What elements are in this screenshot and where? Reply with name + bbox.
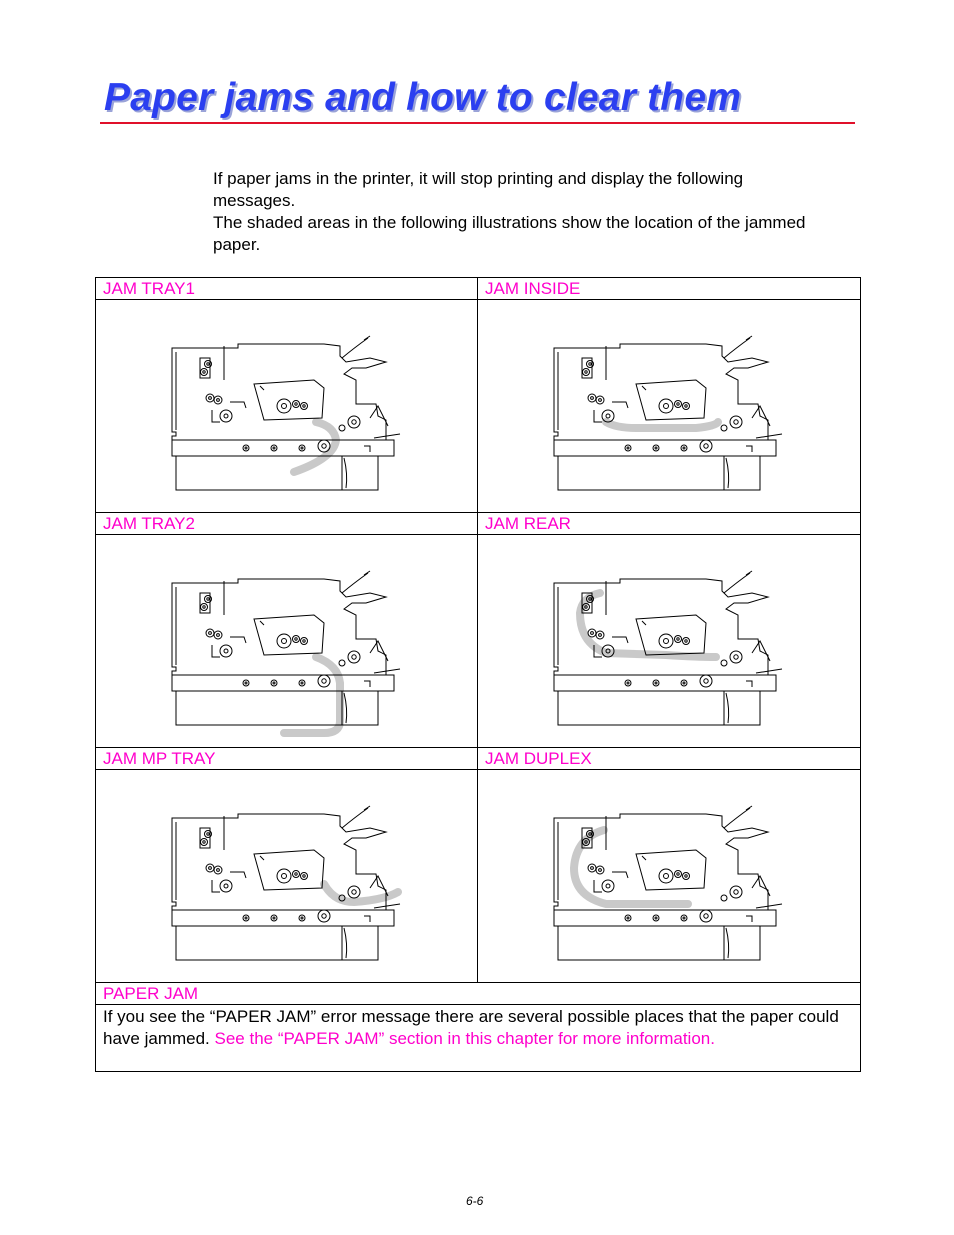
page-title: Paper jams and how to clear them: [104, 76, 742, 119]
intro-paragraph-2: The shaded areas in the following illustrations show the location of the jammed paper.: [213, 213, 806, 254]
jam-duplex-label: JAM DUPLEX: [478, 748, 861, 770]
jam-tray1-cell: [96, 300, 478, 513]
printer-jam-tray1-illustration: [164, 318, 404, 508]
title-underline: [100, 122, 855, 124]
printer-jam-rear-illustration: [546, 553, 786, 743]
printer-jam-duplex-illustration: [546, 788, 786, 978]
jam-rear-label: JAM REAR: [478, 513, 861, 535]
jam-location-table: [95, 277, 861, 1072]
paper-jam-section-link[interactable]: See the “PAPER JAM” section in this chapter for more information.: [214, 1029, 715, 1048]
jam-tray2-label: JAM TRAY2: [96, 513, 478, 535]
jam-tray1-label: JAM TRAY1: [96, 278, 478, 300]
jam-rear-cell: [478, 535, 861, 748]
jam-mp-tray-cell: [96, 770, 478, 983]
paper-jam-text: If you see the “PAPER JAM” error message there are several possible places that the paper could have jammed.: [103, 1007, 839, 1048]
page-number: 6-6: [466, 1194, 484, 1208]
jam-duplex-cell: [478, 770, 861, 983]
printer-jam-inside-illustration: [546, 318, 786, 508]
printer-jam-tray2-illustration: [164, 553, 404, 743]
jam-inside-cell: [478, 300, 861, 513]
jam-tray2-cell: [96, 535, 478, 748]
jam-inside-label: JAM INSIDE: [478, 278, 861, 300]
paper-jam-note: [96, 1005, 861, 1072]
paper-jam-label: PAPER JAM: [96, 983, 861, 1005]
jam-mp-tray-label: JAM MP TRAY: [96, 748, 478, 770]
intro-paragraph-1: If paper jams in the printer, it will stop printing and display the following messages.: [213, 169, 744, 210]
intro-text: [213, 168, 823, 256]
printer-jam-mp-tray-illustration: [164, 788, 404, 978]
